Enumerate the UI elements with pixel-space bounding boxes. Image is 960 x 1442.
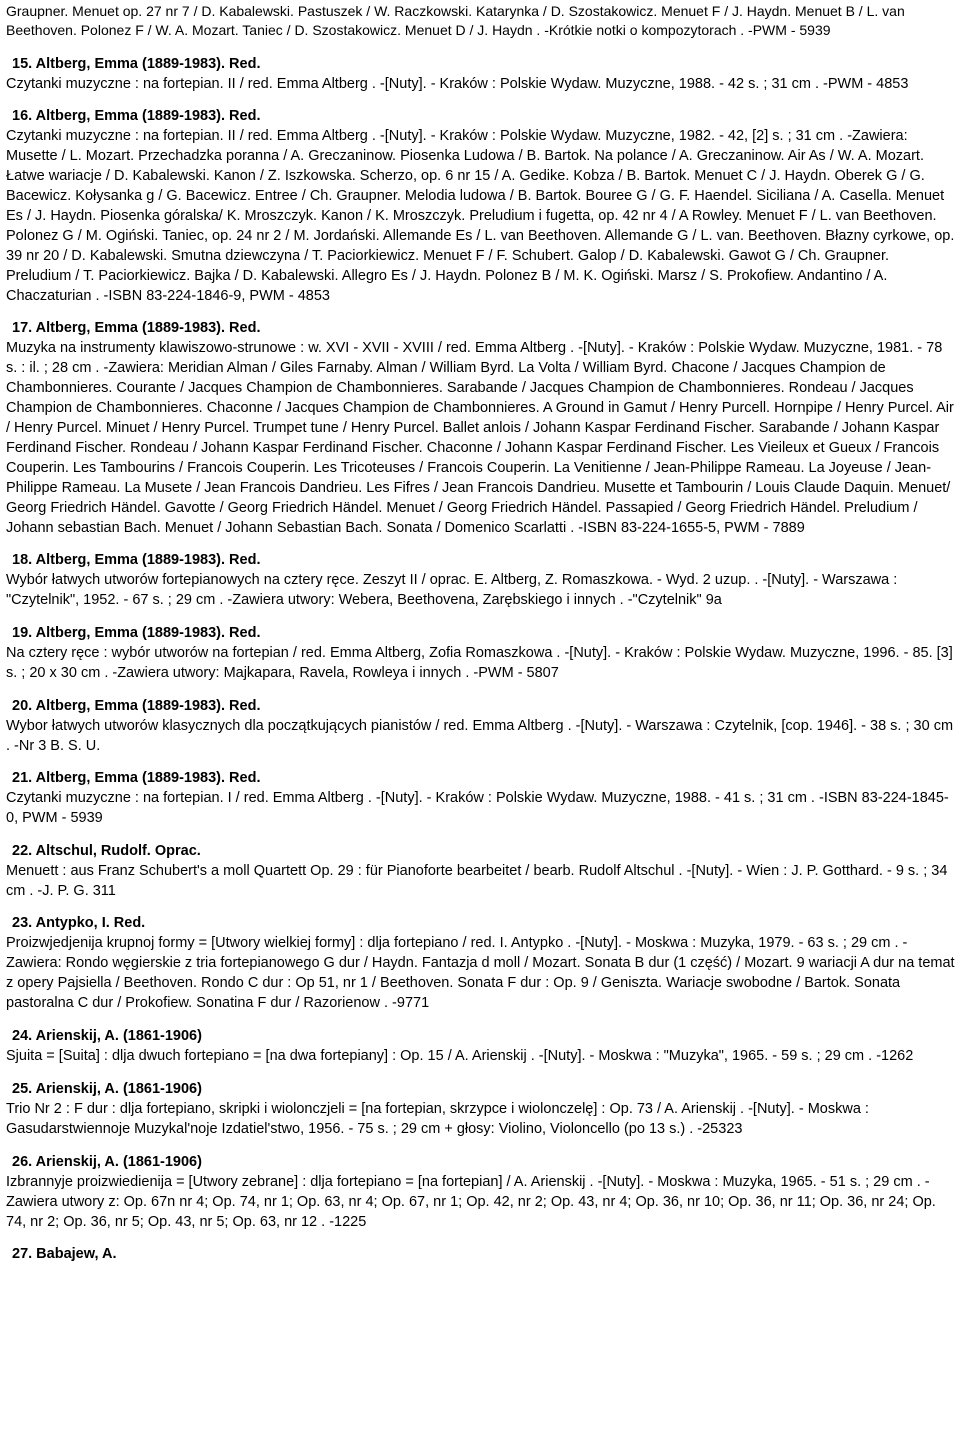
entry-heading: 18. Altberg, Emma (1889-1983). Red. — [12, 552, 261, 568]
entry-spacer — [6, 1139, 956, 1152]
entry-heading: 20. Altberg, Emma (1889-1983). Red. — [12, 698, 261, 714]
entry-description: Sjuita = [Suita] : dlja dwuch fortepiano = [na dwa fortepiany] : Op. 15 / A. Arienskij . -[Nuty]. - Moskwa : "Muzyka", 1965. - 59 s. ; 29 cm . -1262 — [6, 1048, 914, 1064]
entry-heading: 21. Altberg, Emma (1889-1983). Red. — [12, 770, 261, 786]
catalog-entry-21 — [6, 768, 956, 828]
entry-spacer — [6, 1232, 956, 1244]
entry-description: Czytanki muzyczne : na fortepian. II / red. Emma Altberg . -[Nuty]. - Kraków : Polskie Wydaw. Muzyczne, 1988. - 42 s. ; 31 cm . -PWM - 4853 — [6, 76, 909, 92]
entry-spacer — [6, 756, 956, 768]
entry-spacer — [6, 683, 956, 696]
entry-heading: 17. Altberg, Emma (1889-1983). Red. — [12, 320, 261, 336]
entry-heading: 15. Altberg, Emma (1889-1983). Red. — [12, 56, 261, 72]
entry-description: Proizwjedjenija krupnoj formy = [Utwory wielkiej formy] : dlja fortepiano / red. I. Antypko . -[Nuty]. - Moskwa : Muzyka, 1979. - 63 s. ; 29 cm . -Zawiera: Rondo węgierskie z tria fortepianowego G dur / Haydn. Fantazja d moll / Mozart. Sonata B dur (1 część) / Mozart. 9 wariacji A dur na temat z opery Pajsiella / Beethoven. Rondo C dur : Op 51, nr 1 / Beethoven. Sonata F dur : Op. 9 / Geniszta. Wariacje swobodne / Bartok. Sonata pastoralna C dur / Prokofiew. Sonatina F dur / Razorienow . -9771 — [6, 935, 955, 1011]
entry-spacer — [6, 901, 956, 913]
entry-description: Wybór łatwych utworów fortepianowych na cztery ręce. Zeszyt II / oprac. E. Altberg, Z. Romaszkowa. - Wyd. 2 uzup. . -[Nuty]. - Warszawa : "Czytelnik", 1952. - 67 s. ; 29 cm . -Zawiera utwory: Webera, Beethovena, Zarębskiego i innych . -"Czytelnik" 9a — [6, 572, 898, 608]
catalog-entry-27 — [6, 1244, 956, 1264]
intro-continuation-text: Graupner. Menuet op. 27 nr 7 / D. Kabalewski. Pastuszek / W. Raczkowski. Katarynka / D. Szostakowicz. Menuet F / J. Haydn. Menuet B / L. van Beethoven. Polonez F / W. A. Mozart. Taniec / D. Szostakowicz. Menuet D / J. Haydn . -Krótkie notki o kompozytorach . -PWM - 5939 — [6, 3, 905, 38]
catalog-page — [6, 2, 956, 1264]
catalog-entry-16 — [6, 106, 956, 306]
entry-spacer — [6, 538, 956, 550]
entry-heading: 24. Arienskij, A. (1861-1906) — [12, 1028, 202, 1044]
entry-spacer — [6, 1013, 956, 1026]
catalog-entry-22 — [6, 841, 956, 901]
entry-description: Muzyka na instrumenty klawiszowo-strunowe : w. XVI - XVII - XVIII / red. Emma Altberg . -[Nuty]. - Kraków : Polskie Wydaw. Muzyczne, 1981. - 78 s. : il. ; 28 cm . -Zawiera: Meridian Alman / Giles Farnaby. Alman / William Byrd. La Volta / William Byrd. Chacone / Jacques Champion de Chambonnieres. Courante / Jacques Champion de Chambonnieres. Sarabande / Jacques Champion de Chambonnieres. Rondeau / Jacques Champion de Chambonnieres. Chaconne / Jacques Champion de Chambonnieres. A Ground in Gamut / Henry Purcell. Hornpipe / Henry Purcel. Air / Henry Purcel. Minuet / Henry Purcel. Trumpet tune / Henry Purcel. Ballet anlois / Johann Kaspar Ferdinand Fischer. Sarabande / Johann Kaspar Ferdinand Fischer. Rondeau / Johann Kaspar Ferdinand Fischer. Chaconne / Johann Kaspar Ferdinand Fischer. Les Vieileux et Gueux / Francois Couperin. Les Tambourins / Francois Couperin. Les Tricoteuses / Francois Couperin. La Venitienne / Jean-Philippe Rameau. La Joyeuse / Jean-Philippe Rameau. La Musete / Jean Francois Dandrieu. Les Fifres / Jean Francois Dandrieu. Musette et Tambourin / Louis Claude Daquin. Menuet/ Georg Friedrich Händel. Gavotte / Georg Friedrich Händel. Menuet / Georg Friedrich Händel. Passapied / Georg Friedrich Händel. Preludium / Johann sebastian Bach. Menuet / Johann Sebastian Bach. Sonata / Domenico Scarlatti . -ISBN 83-224-1655-5, PWM - 7889 — [6, 340, 954, 536]
catalog-entry-23 — [6, 913, 956, 1013]
catalog-entry-19 — [6, 623, 956, 683]
entry-description: Menuett : aus Franz Schubert's a moll Quartett Op. 29 : für Pianoforte bearbeitet / bearb. Rudolf Altschul . -[Nuty]. - Wien : J. P. Gotthard. - 9 s. ; 34 cm . -J. P. G. 311 — [6, 863, 948, 899]
entry-heading: 27. Babajew, A. — [12, 1246, 117, 1262]
catalog-entry-15 — [6, 54, 956, 94]
entry-heading: 23. Antypko, I. Red. — [12, 915, 146, 931]
entry-heading: 16. Altberg, Emma (1889-1983). Red. — [12, 108, 261, 124]
catalog-entry-18 — [6, 550, 956, 610]
entry-spacer — [6, 610, 956, 623]
catalog-entry-24 — [6, 1026, 956, 1066]
entry-description: Na cztery ręce : wybór utworów na fortepian / red. Emma Altberg, Zofia Romaszkowa . -[Nuty]. - Kraków : Polskie Wydaw. Muzyczne, 1996. - 85. [3] s. ; 20 x 30 cm . -Zawiera utwory: Majkapara, Ravela, Rowleya i innych . -PWM - 5807 — [6, 645, 953, 681]
entry-spacer — [6, 306, 956, 318]
entry-heading: 25. Arienskij, A. (1861-1906) — [12, 1081, 202, 1097]
entry-description: Czytanki muzyczne : na fortepian. I / red. Emma Altberg . -[Nuty]. - Kraków : Polskie Wydaw. Muzyczne, 1988. - 41 s. ; 31 cm . -ISBN 83-224-1845-0, PWM - 5939 — [6, 790, 949, 826]
catalog-entry-25 — [6, 1079, 956, 1139]
catalog-entry-20 — [6, 696, 956, 756]
entry-description: Trio Nr 2 : F dur : dlja fortepiano, skripki i wiolonczjeli = [na fortepian, skrzypce i wiolonczelę] : Op. 73 / A. Arienskij . -[Nuty]. - Moskwa : Gasudarstwiennoje Muzykal'noje Izdatiel'stwo, 1956. - 75 s. ; 29 cm + głosy: Violino, Violoncello (po 13 s.) . -25323 — [6, 1101, 869, 1137]
entry-description: Czytanki muzyczne : na fortepian. II / red. Emma Altberg . -[Nuty]. - Kraków : Polskie Wydaw. Muzyczne, 1982. - 42, [2] s. ; 31 cm . -Zawiera: Musette / L. Mozart. Przechadzka poranna / A. Greczaninow. Piosenka Ludowa / B. Bartok. Na polance / A. Greczaninow. Air As / W. A. Mozart. Łatwe wariacje / D. Kabalewski. Kanon / Z. Iszkowska. Scherzo, op. 6 nr 15 / A. Gedike. Kobza / B. Bartok. Menuet C / J. Haydn. Oberek G / G. Bacewicz. Kołysanka g / G. Bacewicz. Entree / Ch. Graupner. Melodia ludowa / B. Bartok. Bouree G / G. F. Haendel. Siciliana / A. Casella. Menuet Es / J. Haydn. Piosenka góralska/ K. Mroszczyk. Kanon / K. Mroszczyk. Preludium i fugetta, op. 42 nr 4 / A Rowley. Menuet F / L. van Beethoven. Polonez G / M. Ogiński. Taniec, op. 24 nr 2 / M. Jordański. Allemande Es / L. van Beethoven. Allemande G / L. van. Beethoven. Błazny cyrkowe, op. 39 nr 20 / D. Kabalewski. Smutna dziewczyna / T. Paciorkiewicz. Menuet F / F. Schubert. Galop / D. Kabalewski. Gawot G / Ch. Graupner. Preludium / T. Paciorkiewicz. Bajka / D. Kabalewski. Allegro Es / J. Haydn. Polonez B / M. K. Ogiński. Marsz / S. Prokofiew. Andantino / A. Chaczaturian . -ISBN 83-224-1846-9, PWM - 4853 — [6, 128, 955, 304]
entry-description: Izbrannyje proizwiedienija = [Utwory zebrane] : dlja fortepiano = [na fortepian] / A. Arienskij . -[Nuty]. - Moskwa : Muzyka, 1965. - 51 s. ; 29 cm . -Zawiera utwory z: Op. 67n nr 4; Op. 74, nr 1; Op. 63, nr 4; Op. 67, nr 1; Op. 42, nr 2; Op. 43, nr 4; Op. 36, nr 10; Op. 36, nr 11; Op. 36, nr 24; Op. 74, nr 2; Op. 36, nr 5; Op. 43, nr 5; Op. 63, nr 12 . -1225 — [6, 1174, 936, 1230]
entry-description: Wybor łatwych utworów klasycznych dla początkujących pianistów / red. Emma Altberg . -[Nuty]. - Warszawa : Czytelnik, [cop. 1946]. - 38 s. ; 30 cm . -Nr 3 B. S. U. — [6, 718, 954, 754]
entry-heading: 22. Altschul, Rudolf. Oprac. — [12, 843, 201, 859]
catalog-entry-17 — [6, 318, 956, 538]
entry-heading: 19. Altberg, Emma (1889-1983). Red. — [12, 625, 261, 641]
entry-spacer — [6, 1066, 956, 1079]
entry-heading: 26. Arienskij, A. (1861-1906) — [12, 1154, 202, 1170]
catalog-entry-26 — [6, 1152, 956, 1232]
entry-spacer — [6, 828, 956, 841]
entry-spacer — [6, 94, 956, 106]
